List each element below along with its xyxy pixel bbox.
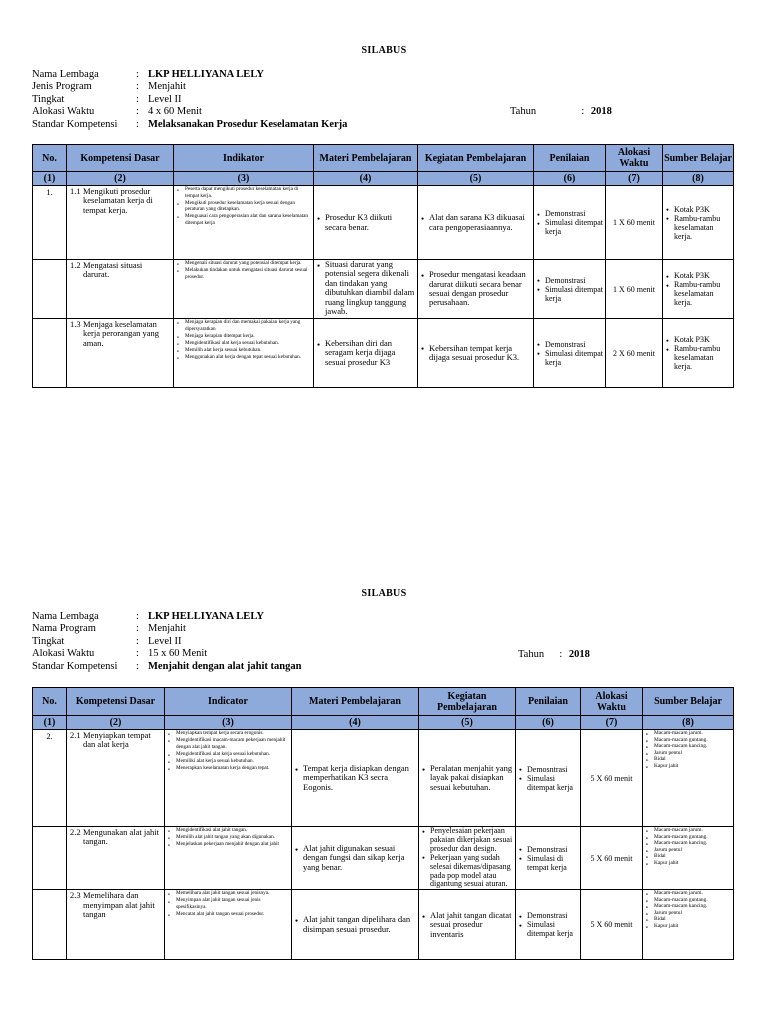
list-item: ● Demonstrasi xyxy=(537,276,603,285)
list-item: ● Macam-macam kancing. xyxy=(646,903,731,910)
meta-value: Menjahit dengan alat jahit tangan xyxy=(148,660,302,672)
list-item: ● Peralatan menjahit yang layak pakai disiapkan sesuai kebutuhan. xyxy=(422,764,513,792)
tahun xyxy=(510,106,612,117)
list-item: ● Alat jahit tangan dipelihara dan disimpan sesuai prosedur. xyxy=(295,915,416,934)
column-number: (5) xyxy=(419,716,516,730)
indikator-cell xyxy=(165,890,292,960)
list-item: ● Menguasai cara pengoperasian alat dan sarana keselamatan ditempat kerja xyxy=(177,213,311,226)
list-item: ● Mengidentifikasi alat kerja sesuai kebutuhan. xyxy=(177,340,311,347)
list-item: ● Mengikuti prosedur keselamatan kerja sesuai dengan peraturan yang ditetapkan. xyxy=(177,200,311,213)
meta-label: Tingkat xyxy=(32,635,65,647)
kd-text: Mengikuti prosedur keselamatan kerja di tempat kerja. xyxy=(83,186,153,215)
meta-colon: : xyxy=(136,611,139,622)
indikator-cell xyxy=(165,827,292,890)
materi-cell xyxy=(314,260,418,319)
row-number xyxy=(33,260,67,319)
meta-row xyxy=(32,81,347,93)
kegiatan-cell xyxy=(418,186,534,260)
meta-label: Alokasi Waktu xyxy=(32,648,95,660)
list-item: ● Mengidentifikasi alat jahit tangan. xyxy=(168,827,289,834)
column-header: Sumber Belajar xyxy=(663,145,734,172)
column-number: (4) xyxy=(314,172,418,186)
column-header: No. xyxy=(33,688,67,716)
penilaian-cell xyxy=(534,260,606,319)
meta-block xyxy=(32,69,347,131)
column-number: (2) xyxy=(67,172,174,186)
list-item: ● Jarum pentul xyxy=(646,847,731,854)
indikator-cell xyxy=(165,730,292,827)
kd-text: Memelihara dan menyimpan alat jahit tangan xyxy=(83,890,155,920)
list-item: ● Bidal xyxy=(646,756,731,763)
materi-cell xyxy=(292,730,419,827)
sumber-cell xyxy=(663,260,734,319)
column-header: Kegiatan Pembelajaran xyxy=(418,145,534,172)
document-title: SILABUS xyxy=(361,588,407,599)
meta-label: Standar Kompetensi xyxy=(32,660,118,672)
list-item: ● Kapur jahit xyxy=(646,763,731,770)
alokasi-cell: 5 X 60 menit xyxy=(581,730,643,827)
meta-label: Nama Program xyxy=(32,623,96,635)
kompetensi-dasar-cell xyxy=(67,319,174,388)
column-header: Kompetensi Dasar xyxy=(67,145,174,172)
kd-number: 2.3 xyxy=(70,890,81,901)
column-header: Indikator xyxy=(174,145,314,172)
meta-label: Alokasi Waktu xyxy=(32,106,95,118)
column-number: (2) xyxy=(67,716,165,730)
column-header: Kegiatan Pembelajaran xyxy=(419,688,516,716)
meta-row xyxy=(32,661,301,673)
column-number: (6) xyxy=(534,172,606,186)
list-item: ● Macam-macam jarum. xyxy=(646,730,731,737)
kd-number: 2.1 xyxy=(70,730,81,740)
alokasi-cell: 5 X 60 menit xyxy=(581,827,643,890)
meta-colon: : xyxy=(136,69,139,80)
meta-label: Nama Lembaga xyxy=(32,69,99,80)
meta-colon: : xyxy=(136,635,139,647)
meta-row xyxy=(32,623,301,635)
meta-value: LKP HELLIYANA LELY xyxy=(148,611,264,622)
column-header: Kompetensi Dasar xyxy=(67,688,165,716)
syllabus-table xyxy=(32,144,734,388)
kompetensi-dasar-cell xyxy=(67,827,165,890)
meta-colon: : xyxy=(136,660,139,672)
list-item: ● Alat jahit digunakan sesuai dengan fungsi dan sikap kerja yang benar. xyxy=(295,844,416,872)
list-item: ● Macam-macam guntang. xyxy=(646,897,731,904)
column-number: (3) xyxy=(174,172,314,186)
meta-value: Melaksanakan Prosedur Keselamatan Kerja xyxy=(148,118,348,130)
meta-row xyxy=(32,636,301,648)
list-item: ● Melakukan tindakan untuk mengatasi situasi darurat sesuai prosedur. xyxy=(177,267,311,280)
list-item: ● Macam-macam jarum. xyxy=(646,827,731,834)
list-item: ● Memelihara alat jahit tangan sesuai jenisnya. xyxy=(168,890,289,897)
table-row xyxy=(33,730,734,827)
meta-value: Menjahit xyxy=(148,623,186,635)
row-number xyxy=(33,319,67,388)
kd-text: Mengatasi situasi darurat. xyxy=(83,260,143,280)
row-number xyxy=(33,890,67,960)
kegiatan-cell xyxy=(418,260,534,319)
list-item: ● Menerapkan keselamatan kerja dengan tepat. xyxy=(168,765,289,772)
column-number-row xyxy=(33,172,734,186)
meta-value: 15 x 60 Menit xyxy=(148,648,208,660)
tahun xyxy=(518,649,590,660)
list-item: ● Mengenali situasi darurat yang potensial ditempat kerja. xyxy=(177,260,311,267)
list-item: ● Demonstrasi xyxy=(537,209,603,218)
indikator-cell xyxy=(174,186,314,260)
list-item: ● Macam-macam jarum. xyxy=(646,890,731,897)
list-item: ● Memiliki alat kerja sesuai kebutuhan. xyxy=(168,758,289,765)
meta-value: LKP HELLIYANA LELY xyxy=(148,69,264,80)
alokasi-cell: 1 X 60 menit xyxy=(606,186,663,260)
list-item: ● Simulasi ditempat kerja xyxy=(519,774,578,792)
row-number: 1. xyxy=(33,186,67,260)
meta-value: Level II xyxy=(148,93,182,105)
indikator-cell xyxy=(174,319,314,388)
table-row xyxy=(33,319,734,388)
sumber-cell xyxy=(663,319,734,388)
column-header: Indicator xyxy=(165,688,292,716)
column-number: (7) xyxy=(581,716,643,730)
list-item: ● Jarum pentul xyxy=(646,910,731,917)
tahun-label: Tahun xyxy=(518,649,545,660)
kd-number: 1.1 xyxy=(70,186,81,196)
materi-cell xyxy=(292,890,419,960)
list-item: ● Alat jahit tangan dicatat sesuai prosedur inventaris xyxy=(422,911,513,939)
materi-cell xyxy=(292,827,419,890)
kompetensi-dasar-cell xyxy=(67,260,174,319)
kd-text: Menjaga keselamatan kerja perorangan yang aman. xyxy=(83,319,159,348)
penilaian-cell xyxy=(534,186,606,260)
kd-text: Mengunakan alat jahit tangan. xyxy=(83,827,160,847)
kd-number: 2.2 xyxy=(70,827,81,837)
tahun-value: 2018 xyxy=(590,106,612,117)
meta-block xyxy=(32,611,301,673)
sumber-cell xyxy=(643,890,734,960)
list-item: ● Rambu-rambu keselamatan kerja. xyxy=(666,214,731,241)
list-item: ● Macam-macam kancing. xyxy=(646,840,731,847)
kd-number: 1.2 xyxy=(70,260,81,270)
meta-row xyxy=(32,611,301,623)
list-item: ● Mengidentifikasi macam-macam pekerjaan menjahit dengan alat jahit tangan. xyxy=(168,737,289,750)
tahun-label: Tahun xyxy=(510,106,537,117)
list-item: ● Simulasi di tempat kerja xyxy=(519,854,578,872)
list-item: ● Memilih alat jahit tangan yang akan digunakan. xyxy=(168,834,289,841)
column-header: No. xyxy=(33,145,67,172)
meta-value: Level II xyxy=(148,635,182,647)
list-item: ● Macam-macam guntang. xyxy=(646,834,731,841)
table-row xyxy=(33,260,734,319)
list-item: ● Situasi darurat yang potensial segera dikenali dan tindakan yang dibutuhkan diambil dalam ruang lingkup tanggung jawab. xyxy=(317,260,415,316)
list-item: ● Mencatat alat jahit tangan sesuai prosedur. xyxy=(168,911,289,918)
list-item: ● Prosedur mengatasi keadaan darurat diikuti secara benar sesuai dengan prosedur perusahaan. xyxy=(421,270,531,308)
sumber-cell xyxy=(663,186,734,260)
penilaian-cell xyxy=(534,319,606,388)
list-item: ● Menjaga kerapian ditempat kerja. xyxy=(177,333,311,340)
kompetensi-dasar-cell xyxy=(67,730,165,827)
list-item: ● Rambu-rambu keselamatan kerja. xyxy=(666,280,731,307)
column-number: (5) xyxy=(418,172,534,186)
list-item: ● Kebersihan diri dan seragam kerja dijaga sesuai prosedur K3 xyxy=(317,339,415,367)
column-number: (1) xyxy=(33,172,67,186)
list-item: ● Alat dan sarana K3 dikuasai cara pengoperasiaannya. xyxy=(421,213,531,232)
meta-row xyxy=(32,94,347,106)
column-number: (1) xyxy=(33,716,67,730)
list-item: ● Menggunakan alat kerja dengan tepat sesuai kebutuhan. xyxy=(177,354,311,361)
kegiatan-cell xyxy=(419,827,516,890)
table-row xyxy=(33,827,734,890)
table-row xyxy=(33,890,734,960)
kompetensi-dasar-cell xyxy=(67,186,174,260)
meta-colon: : xyxy=(136,623,139,635)
column-header: Sumber Belajar xyxy=(643,688,734,716)
meta-colon: : xyxy=(136,648,139,660)
list-item: ● Menjelaskan pekerjaan menjahit dengan alat jahit xyxy=(168,841,289,848)
list-item: ● Menyimpan alat jahit tangan sesuai jenis spesifikasinya. xyxy=(168,897,289,910)
sumber-cell xyxy=(643,730,734,827)
penilaian-cell xyxy=(516,827,581,890)
materi-cell xyxy=(314,186,418,260)
kegiatan-cell xyxy=(418,319,534,388)
kegiatan-cell xyxy=(419,730,516,827)
sumber-cell xyxy=(643,827,734,890)
column-header: Alokasi Waktu xyxy=(581,688,643,716)
list-item: ● Pekerjaan yang sudah selesai dikemas/dipasang pada pop model atau digantung sesuai aturan. xyxy=(422,854,513,890)
alokasi-cell: 1 X 60 menit xyxy=(606,260,663,319)
list-item: ● Prosedur K3 diikuti secara benar. xyxy=(317,213,415,232)
list-item: ● Kapur jahit xyxy=(646,860,731,867)
table-header-row xyxy=(33,688,734,716)
meta-label: Nama Lembaga xyxy=(32,611,99,622)
meta-colon: : xyxy=(136,81,139,93)
meta-label: Standar Kompetensi xyxy=(32,118,118,130)
column-number: (8) xyxy=(663,172,734,186)
list-item: ● Kebersihan tempat kerja dijaga sesuai prosedur K3. xyxy=(421,344,531,363)
penilaian-cell xyxy=(516,730,581,827)
column-number: (3) xyxy=(165,716,292,730)
meta-colon: : xyxy=(136,118,139,130)
list-item: ● Macam-macam kancing. xyxy=(646,743,731,750)
column-header: Materi Pembelajaran xyxy=(292,688,419,716)
list-item: ● Mengidentifikasi alat kerja sesuai kebutuhan. xyxy=(168,751,289,758)
meta-row xyxy=(32,648,301,660)
list-item: ● Jarum pentul xyxy=(646,750,731,757)
meta-label: Tingkat xyxy=(32,93,65,105)
list-item: ● Kotak P3K xyxy=(666,205,731,214)
list-item: ● Bidal xyxy=(646,853,731,860)
materi-cell xyxy=(314,319,418,388)
meta-value: 4 x 60 Menit xyxy=(148,106,202,118)
alokasi-cell: 2 X 60 menit xyxy=(606,319,663,388)
meta-value: Menjahit xyxy=(148,81,186,93)
meta-colon: : xyxy=(136,106,139,118)
list-item: ● Rambu-rambu keselamatan kerja. xyxy=(666,344,731,371)
column-header: Alokasi Waktu xyxy=(606,145,663,172)
list-item: ● Kotak P3K xyxy=(666,335,731,344)
list-item: ● Kapur jahit xyxy=(646,923,731,930)
column-number: (8) xyxy=(643,716,734,730)
list-item: ● Tempat kerja disiapkan dengan memperhatikan K3 secra Eogonis. xyxy=(295,764,416,792)
kd-number: 1.3 xyxy=(70,319,81,329)
indikator-cell xyxy=(174,260,314,319)
column-header: Penilaian xyxy=(516,688,581,716)
column-number: (7) xyxy=(606,172,663,186)
list-item: ● Demosntrasi xyxy=(519,765,578,774)
penilaian-cell xyxy=(516,890,581,960)
kegiatan-cell xyxy=(419,890,516,960)
list-item: ● Simulasi ditempat kerja xyxy=(537,349,603,367)
meta-colon: : xyxy=(136,93,139,105)
list-item: ● Penyelesaian pekerjaan pakaian dikerjakan sesuai prosedur dan design. xyxy=(422,827,513,854)
list-item: ● Peserta dapat mengikuti prosedur keselamatan kerja di tempat kerja. xyxy=(177,186,311,199)
list-item: ● Macam-macam guntang. xyxy=(646,737,731,744)
meta-label: Jenis Program xyxy=(32,81,92,93)
column-number: (4) xyxy=(292,716,419,730)
column-number: (6) xyxy=(516,716,581,730)
syllabus-table xyxy=(32,687,734,960)
tahun-colon: : xyxy=(559,649,563,660)
list-item: ● Memilih alat kerja sesuai kebutuhan. xyxy=(177,347,311,354)
alokasi-cell: 5 X 60 menit xyxy=(581,890,643,960)
column-header: Materi Pembelajaran xyxy=(314,145,418,172)
meta-row xyxy=(32,69,347,81)
column-header: Penilaian xyxy=(534,145,606,172)
tahun-value: 2018 xyxy=(568,649,590,660)
list-item: ● Demonstrasi xyxy=(519,911,578,920)
list-item: ● Simulasi ditempat kerja xyxy=(537,285,603,303)
list-item: ● Simulasi ditempat kerja xyxy=(519,920,578,938)
row-number xyxy=(33,827,67,890)
list-item: ● Demonstrasi xyxy=(537,340,603,349)
column-number-row xyxy=(33,716,734,730)
list-item: ● Kotak P3K xyxy=(666,271,731,280)
list-item: ● Menyiapkan tempat kerja secara erogonis. xyxy=(168,730,289,737)
table-header-row xyxy=(33,145,734,172)
kd-text: Menyiapkan tempat dan alat kerja xyxy=(83,730,151,750)
meta-row xyxy=(32,106,347,118)
tahun-colon: : xyxy=(581,106,585,117)
meta-row xyxy=(32,119,347,131)
list-item: ● Simulasi ditempat kerja xyxy=(537,218,603,236)
list-item: ● Bidal xyxy=(646,916,731,923)
document-title: SILABUS xyxy=(361,45,407,56)
table-row xyxy=(33,186,734,260)
list-item: ● Demonstrasi xyxy=(519,845,578,854)
list-item: ● Menjaga kerapian diri dan memakai pakaian kerja yang dipersyaratkan xyxy=(177,319,311,332)
kompetensi-dasar-cell xyxy=(67,890,165,960)
row-number: 2. xyxy=(33,730,67,827)
